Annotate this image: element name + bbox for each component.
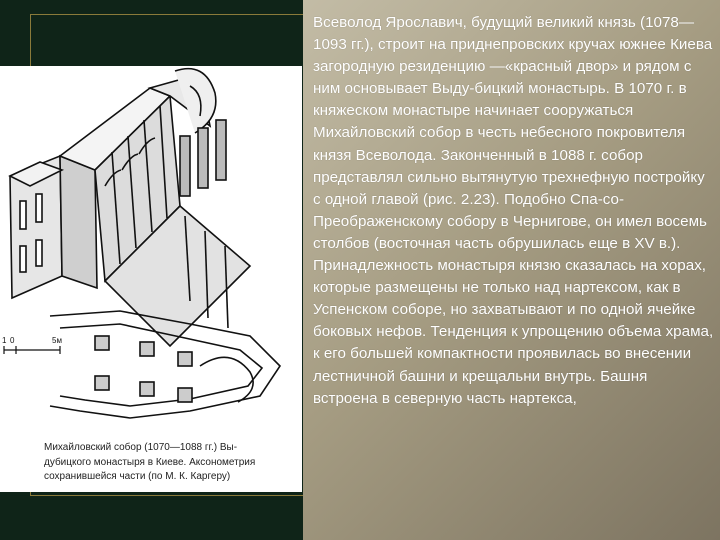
cathedral-axonometry-drawing [0, 66, 302, 436]
figure-caption: Михайловский собор (1070—1088 гг.) Вы-дубицкого монастыря в Киеве. Аксонометрия сохранившейся части (по М. К. Каргеру) [44, 442, 256, 482]
text-panel [303, 0, 720, 540]
scale-label-one: 1 [2, 336, 7, 345]
scale-bar [4, 346, 60, 354]
body-text: Всеволод Ярославич, будущий великий князь (1078—1093 гг.), строит на приднепровских кручах южнее Киева загородную резиденцию —«красный двор» и рядом с ним основывает Выду-бицкий монастырь. В 1070 г. в княжеском монастыре начинает сооружаться Михайловский собор в честь небесного покровителя князя Всеволода. Законченный в 1088 г. собор представлял сильно вытянутую трехнефную постройку с одной главой (рис. 2.23). Подобно Спа-со-Преображенскому собору в Чернигове, он имел восемь столбов (восточная часть обрушилась еще в XV в.). Принадлежность монастыря князю сказалась на хорах, которые размещены не только над нартексом, как в Успенском соборе, но захватывают и по одной ячейке боковых нефов. Тенденция к упрощению объема храма, к его большей компактности проявилась во внесении лестничной башни и крещальни внутрь. Башня встроена в северную часть нартекса, [313, 14, 714, 407]
scale-label-zero: 0 [10, 336, 15, 345]
figure-panel [0, 66, 302, 492]
scale-label-unit: 5м [52, 336, 62, 345]
